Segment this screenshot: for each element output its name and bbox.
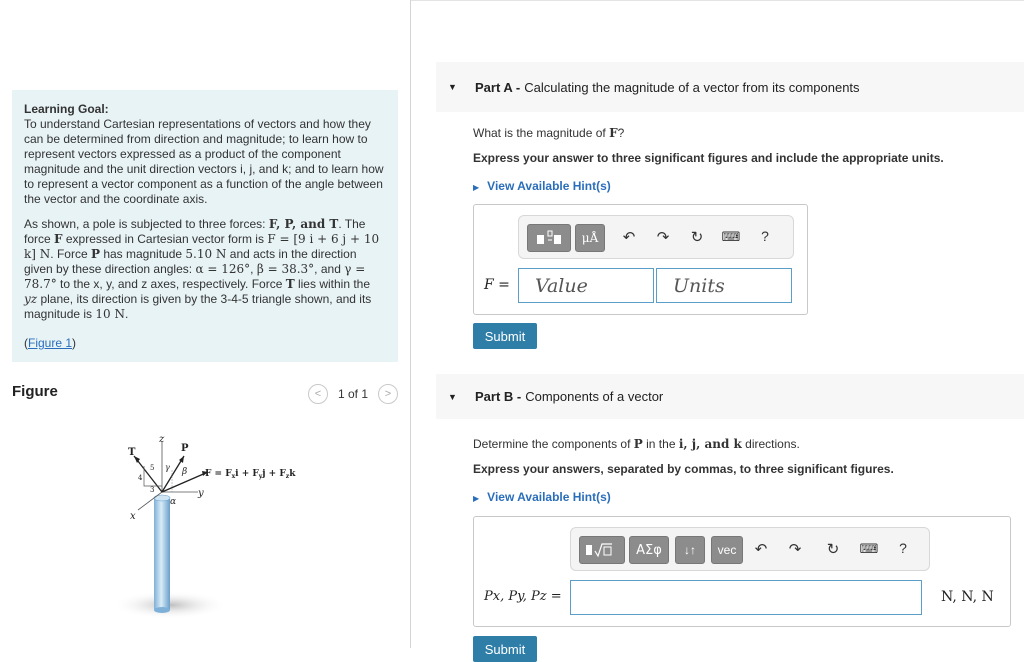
figure-link-wrapper xyxy=(24,336,386,351)
force-f-symbol: F xyxy=(54,232,63,246)
part-b-hint-link[interactable] xyxy=(473,490,611,504)
figure-header xyxy=(12,383,398,405)
templates-radical-icon[interactable] xyxy=(579,536,625,564)
problem-text-8: plane, its direction is given by the 3-4-5 triangle shown, and its magnitude is xyxy=(24,292,372,321)
part-b-question-var: P xyxy=(633,437,643,451)
components-input[interactable] xyxy=(570,580,922,615)
plane-label: yz xyxy=(24,292,38,306)
learning-goal-box xyxy=(12,90,398,362)
part-b-question-end: directions. xyxy=(741,437,800,451)
part-b-units: N, N, N xyxy=(941,589,994,605)
part-a-title: Calculating the magnitude of a vector from its components xyxy=(524,79,860,95)
keyboard-icon[interactable]: ⌨ xyxy=(859,541,879,556)
pole xyxy=(154,498,170,610)
part-b-label: Part B - xyxy=(475,389,522,404)
problem-text-5: and acts in the direction given by these direction angles: xyxy=(24,247,357,276)
learning-goal-heading: Learning Goal: xyxy=(24,102,109,116)
triangle-right-icon: ▶ xyxy=(473,183,480,192)
label-4: 4 xyxy=(138,474,143,482)
part-b-instruction: Express your answers, separated by commas, to three significant figures. xyxy=(473,462,894,476)
part-a-header[interactable] xyxy=(436,62,1024,112)
part-b-hint-label: View Available Hint(s) xyxy=(487,490,611,504)
force-p-magnitude: 5.10 N xyxy=(185,247,227,261)
reset-icon[interactable]: ↻ xyxy=(690,229,704,246)
label-3: 3 xyxy=(150,486,155,494)
problem-text-6: to the x, y, and z axes, respectively. Force xyxy=(56,277,286,291)
part-a-answer-box xyxy=(473,204,808,315)
part-a-toolbar xyxy=(518,215,794,259)
greek-letters-button[interactable]: ΑΣφ xyxy=(629,536,669,564)
part-b-header[interactable] xyxy=(436,374,1024,419)
part-b-question-mid: in the xyxy=(642,437,679,451)
undo-icon[interactable]: ↶ xyxy=(622,229,636,246)
part-a-question-var: F xyxy=(609,126,618,140)
problem-text-4: has magnitude xyxy=(100,247,186,261)
part-b-directions: i, j, and k xyxy=(678,437,742,451)
angle-gamma: γ = 78.7° xyxy=(24,262,366,291)
problem-text-9: . xyxy=(124,307,129,321)
redo-icon[interactable]: ↷ xyxy=(656,229,670,246)
sort-icon[interactable]: ↓↑ xyxy=(675,536,705,564)
help-icon[interactable]: ? xyxy=(899,540,907,556)
part-a-hint-link[interactable] xyxy=(473,179,611,193)
part-b-answer-box xyxy=(473,516,1011,627)
part-b-title: Components of a vector xyxy=(525,389,664,404)
help-icon[interactable]: ? xyxy=(761,228,769,244)
label-alpha: α xyxy=(170,497,177,507)
label-y: y xyxy=(198,488,204,499)
units-input[interactable]: Units xyxy=(656,268,792,303)
learning-goal-text: To understand Cartesian representations of vectors and how they can be determined from direction and magnitude; to learn how to represent vectors expressed as a product of the component magnitude and the unit direction vectors i, j, and k; and to learn how to represent a vector component as a function of the angle between the vector and the coordinate axis. xyxy=(24,117,384,206)
label-z: z xyxy=(159,434,165,445)
chevron-right-icon[interactable]: > xyxy=(378,384,398,404)
force-t-symbol: T xyxy=(285,277,295,291)
part-a-submit-button[interactable]: Submit xyxy=(473,323,537,349)
collapse-triangle-icon[interactable]: ▼ xyxy=(448,391,457,402)
f-equation: $F = F_xi + F_yj + F_zk$ xyxy=(205,469,296,480)
templates-icon[interactable] xyxy=(527,224,571,252)
part-a-question-text: What is the magnitude of xyxy=(473,126,610,140)
part-a-var-label: F = xyxy=(484,277,510,293)
force-p-symbol: P xyxy=(90,247,100,261)
part-a-hint-label: View Available Hint(s) xyxy=(487,179,611,193)
part-a-label: Part A - xyxy=(475,79,521,95)
top-divider xyxy=(410,0,1024,1)
force-t-magnitude: 10 N xyxy=(95,307,125,321)
part-a-question-end: ? xyxy=(617,126,625,140)
units-button[interactable]: μÅ xyxy=(575,224,605,252)
problem-text-2: expressed in Cartesian vector form is xyxy=(62,232,264,246)
figure-title: Figure xyxy=(12,383,58,400)
label-p: P xyxy=(181,443,189,454)
pole-base xyxy=(154,607,170,613)
part-a-question xyxy=(473,126,624,140)
part-b-submit-button[interactable]: Submit xyxy=(473,636,537,662)
figure-counter: 1 of 1 xyxy=(337,387,368,401)
label-gamma: γ xyxy=(165,463,170,472)
part-b-question-text: Determine the components of xyxy=(473,437,634,451)
part-b-var-label: Px, Py, Pz = xyxy=(484,589,562,604)
problem-intro: As shown, a pole is subjected to three forces: xyxy=(24,217,266,231)
force-f-expression: F = [9 i + 6 j + 10 k] N xyxy=(24,232,380,261)
forces-list: F, P, and T xyxy=(268,217,339,231)
part-b-toolbar xyxy=(570,527,930,571)
part-b-question xyxy=(473,437,800,451)
vector-button[interactable]: vec xyxy=(711,536,743,564)
problem-text-3: . Force xyxy=(50,247,91,261)
problem-text-7: lies within the xyxy=(294,277,371,291)
problem-text-1: . The force xyxy=(24,217,366,246)
figure-link[interactable]: Figure 1 xyxy=(28,336,73,350)
reset-icon[interactable]: ↻ xyxy=(826,541,840,558)
keyboard-icon[interactable]: ⌨ xyxy=(721,229,741,244)
pole-force-diagram xyxy=(110,430,330,630)
undo-icon[interactable]: ↶ xyxy=(754,541,768,558)
figure-link-close: ) xyxy=(72,336,77,350)
figure-link-open: ( xyxy=(24,336,28,350)
label-5: 5 xyxy=(150,464,155,472)
chevron-left-icon[interactable]: < xyxy=(308,384,328,404)
angle-alpha: α = 126° xyxy=(195,262,251,276)
problem-statement: As shown, a pole is subjected to three forces: F, P, and T. The force F expressed in Cartesian vector form is F = [9 i + 6 j + 10 k] N. Force P has magnitude 5.10 N and acts in the direction given by these direction angles: α = 126°, β = 38.3°, and γ = 78.7° to the x, y, and z axes, respectively. Force T lies within the yz plane, its direction is given by the 3-4-5 triangle shown, and its magnitude is 10 N. xyxy=(24,217,380,321)
label-t: T xyxy=(128,447,136,458)
collapse-triangle-icon[interactable]: ▼ xyxy=(448,82,457,92)
label-x: x xyxy=(130,511,136,522)
label-beta: β xyxy=(182,467,188,477)
redo-icon[interactable]: ↷ xyxy=(788,541,802,558)
figure-pager xyxy=(308,383,398,405)
angle-beta: β = 38.3° xyxy=(256,262,315,276)
part-a-instruction: Express your answer to three significant figures and include the appropriate units. xyxy=(473,151,944,165)
left-panel xyxy=(0,0,411,648)
value-input[interactable]: Value xyxy=(518,268,654,303)
triangle-right-icon: ▶ xyxy=(473,494,480,503)
